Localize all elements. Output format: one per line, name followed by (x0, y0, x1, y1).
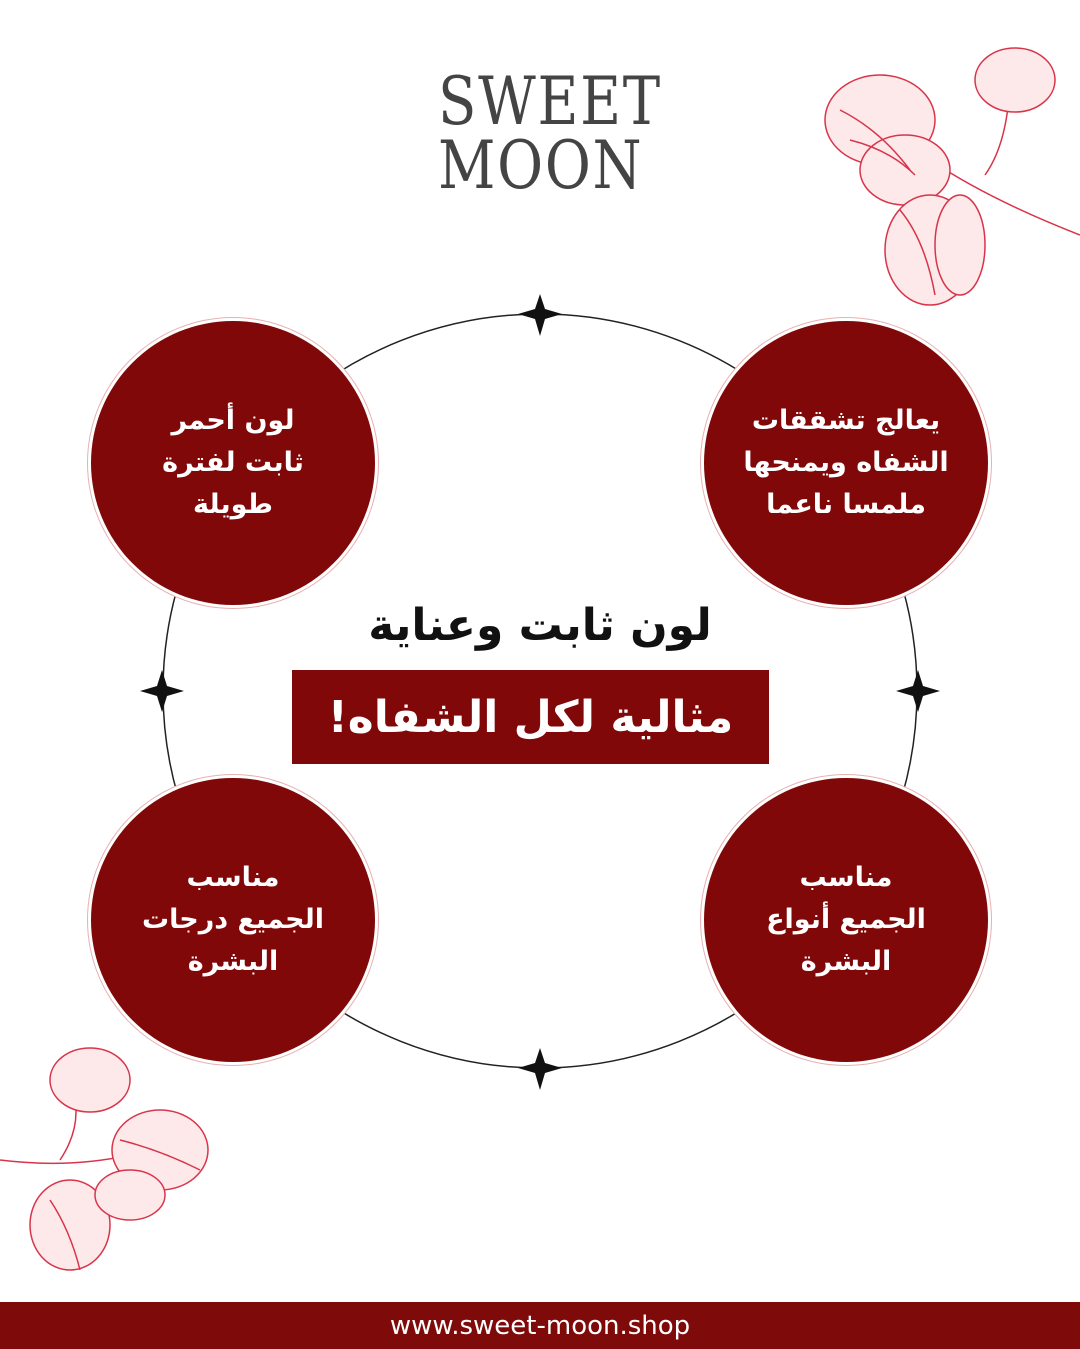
star-icon (140, 670, 184, 712)
feature-text: البشرة (800, 946, 892, 977)
feature-text: مناسب (799, 862, 893, 893)
flower-top-right-icon (825, 48, 1080, 305)
feature-text: الشفاه ويمنحها (743, 447, 949, 478)
brand-line-2: MOON (438, 127, 644, 204)
feature-text: البشرة (187, 946, 279, 977)
feature-text: ملمسا ناعما (766, 489, 926, 520)
feature-text: الجميع درجات (142, 904, 324, 935)
feature-circle-long-lasting (91, 321, 375, 605)
feature-text: طويلة (193, 489, 273, 520)
star-icon (518, 294, 562, 336)
headline-highlight (292, 670, 769, 764)
feature-text: لون أحمر (171, 405, 295, 436)
feature-circle-all-skin-tones (91, 778, 375, 1062)
feature-text: يعالج تشققات (751, 405, 941, 436)
brand-logo (420, 63, 662, 204)
feature-text: مناسب (186, 862, 280, 893)
headline-line-1: لون ثابت وعناية (368, 600, 712, 651)
star-icon (896, 670, 940, 712)
feature-text: ثابت لفترة (162, 447, 304, 478)
feature-text: الجميع أنواع (766, 904, 926, 935)
flower-bottom-left-icon (0, 1048, 208, 1270)
website-link[interactable]: www.sweet-moon.shop (389, 1310, 691, 1341)
headline-line-2: مثالية لكل الشفاه! (327, 691, 734, 743)
feature-circle-treats-cracks (704, 321, 988, 605)
star-icon (518, 1048, 562, 1090)
brand-line-1: SWEET (438, 63, 662, 140)
feature-circle-all-skin-types (704, 778, 988, 1062)
footer-bar (0, 1302, 1080, 1349)
